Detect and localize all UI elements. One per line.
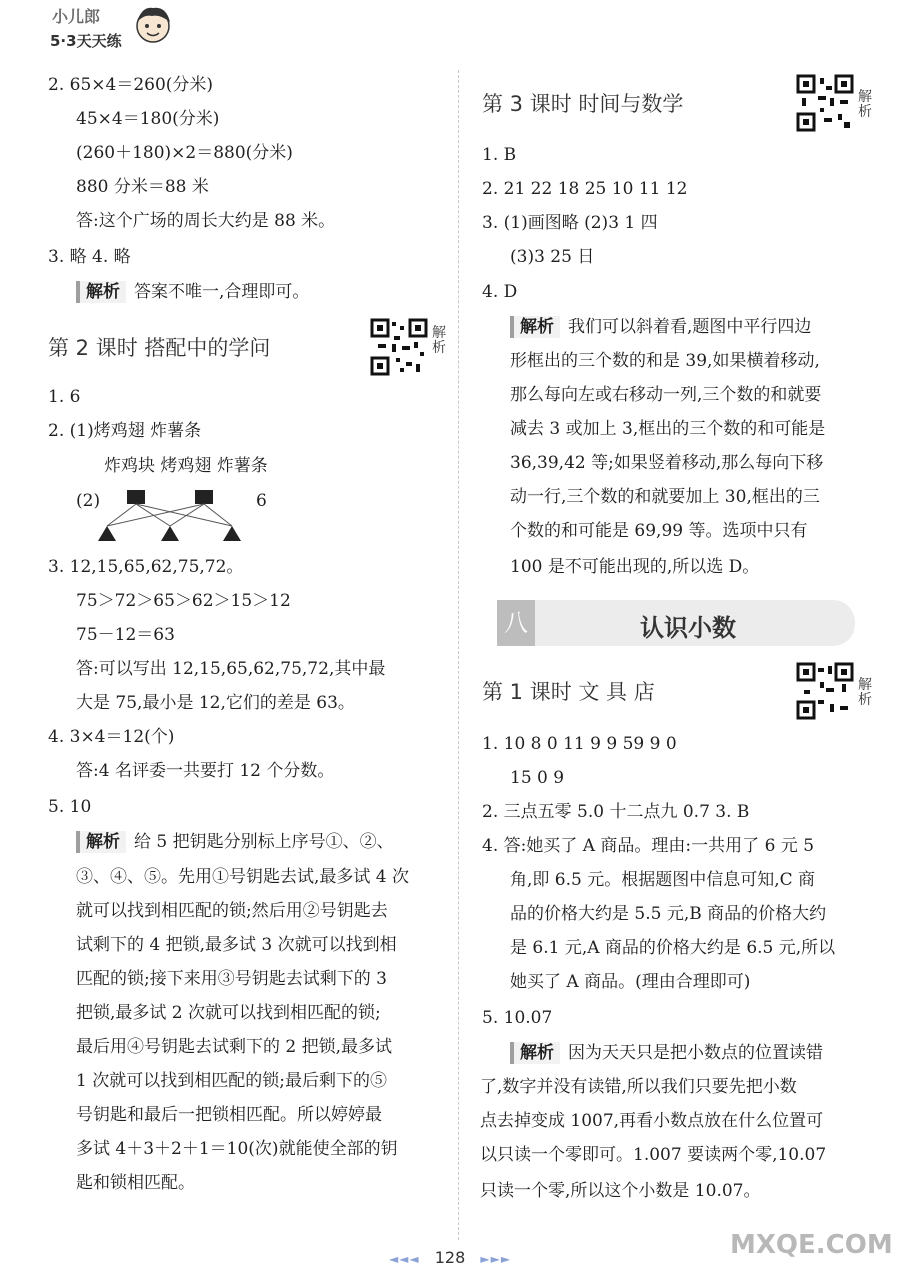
next-arrows-icon: ►►► [480,1252,512,1266]
l2-q3-line-4: 答:可以写出 12,15,65,62,75,72,其中最 [76,659,386,679]
l2-q3-line-3: 75－12＝63 [76,625,175,645]
analysis-text: 答案不唯一,合理即可。 [134,282,310,302]
analysis-line: 点去掉变成 1007,再看小数点放在什么位置可 [480,1111,824,1131]
l1-q4-line-1: 4. 答:她买了 A 商品。理由:一共用了 6 元 5 [482,836,815,856]
analysis-line: 把锁,最多试 2 次就可以找到相匹配的锁; [76,1003,381,1023]
analysis-line: 动一行,三个数的和就要加上 30,框出的三 [510,487,820,507]
q2-line-4: 880 分米＝88 米 [76,177,209,197]
analysis-block-4-line-1 [510,1042,823,1064]
l3-q3-b: (3)3 25 日 [510,247,595,267]
boy-mascot-icon [130,2,176,50]
analysis-line: 最后用④号钥匙去试剩下的 2 把锁,最多试 [76,1037,393,1057]
l2-q2-a: 2. (1)烤鸡翅 炸薯条 [48,421,202,441]
l2-q1: 1. 6 [48,387,81,407]
analysis-line: 个数的和可能是 69,99 等。选项中只有 [510,521,808,541]
analysis-line: ③、④、⑤。先用①号钥匙去试,最多试 4 次 [76,867,410,887]
page-number: 128 [434,1248,466,1267]
analysis-line: 匹配的锁;接下来用③号钥匙去试剩下的 3 [76,969,387,989]
analysis-line: 匙和锁相匹配。 [76,1173,195,1193]
l2-q5: 5. 10 [48,797,92,817]
qr-code-icon[interactable] [796,74,854,132]
logo-subtitle: 5·3天天练 [50,32,122,50]
analysis-tag: 解析 [76,831,126,853]
analysis-text: 我们可以斜着看,题图中平行四边 [568,317,812,337]
analysis-block-2-line-1 [76,831,394,853]
matching-diagram [95,486,255,544]
l3-q4: 4. D [482,282,518,302]
analysis-tag: 解析 [510,1042,560,1064]
analysis-line: 了,数字并没有读错,所以我们只要先把小数 [480,1077,797,1097]
l2-q2-c-value: 6 [256,491,267,511]
watermark-text: MXQE.COM [730,1230,893,1260]
analysis-line: 形框出的三个数的和是 39,如果横着移动, [510,351,820,371]
l1-q4-line-5: 她买了 A 商品。(理由合理即可) [510,972,751,992]
analysis-line: 减去 3 或加上 3,框出的三个数的和可能是 [510,419,826,439]
l1-q1-b: 15 0 9 [510,768,565,788]
analysis-line: 36,39,42 等;如果竖着移动,那么每向下移 [510,453,824,473]
analysis-text: 因为天天只是把小数点的位置读错 [568,1043,823,1063]
analysis-line: 100 是不可能出现的,所以选 D。 [510,557,760,577]
l2-q4-line-1: 4. 3×4＝12(个) [48,727,175,747]
analysis-tag: 解析 [510,316,560,338]
l1-q5: 5. 10.07 [482,1008,553,1028]
l3-q2: 2. 21 22 18 25 10 11 12 [482,179,688,199]
analysis-line: 号钥匙和最后一把锁相匹配。所以婷婷最 [76,1105,382,1125]
analysis-line: 试剩下的 4 把锁,最多试 3 次就可以找到相 [76,935,397,955]
lesson-2-heading: 第 2 课时 搭配中的学问 [48,336,271,360]
analysis-block-3-line-1 [510,316,811,338]
lesson-3-heading: 第 3 课时 时间与数学 [482,92,684,116]
l1-q4-line-4: 是 6.1 元,A 商品的价格大约是 6.5 元,所以 [510,938,836,958]
qr-code-icon[interactable] [370,318,428,376]
analysis-text: 给 5 把钥匙分别标上序号①、②、 [134,832,394,852]
analysis-line: 那么每向左或右移动一列,三个数的和就要 [510,385,822,405]
l2-q2-b: 炸鸡块 烤鸡翅 炸薯条 [104,456,268,476]
lesson-1-heading: 第 1 课时 文 具 店 [482,680,655,704]
q2-line-3: (260＋180)×2＝880(分米) [76,143,293,163]
q3-q4: 3. 略 4. 略 [48,247,131,267]
l1-q4-line-3: 品的价格大约是 5.5 元,B 商品的价格大约 [510,904,827,924]
l2-q4-line-2: 答:4 名评委一共要打 12 个分数。 [76,761,335,781]
l1-q2-q3: 2. 三点五零 5.0 十二点九 0.7 3. B [482,802,750,822]
l3-q1: 1. B [482,145,517,165]
page-footer [0,1248,900,1267]
qr-analysis-label: 解析 [432,325,446,356]
analysis-line: 1 次就可以找到相匹配的锁;最后剩下的⑤ [76,1071,387,1091]
l2-q3-line-1: 3. 12,15,65,62,75,72。 [48,557,244,577]
l3-q3-a: 3. (1)画图略 (2)3 1 四 [482,213,658,233]
qr-analysis-label: 解析 [858,677,872,708]
analysis-line: 以只读一个零即可。1.007 要读两个零,10.07 [480,1145,827,1165]
unit-number: 八 [497,600,535,646]
analysis-line: 只读一个零,所以这个小数是 10.07。 [480,1181,761,1201]
unit-title: 认识小数 [640,614,736,642]
column-divider [458,70,459,1240]
analysis-tag: 解析 [76,281,126,303]
qr-code-icon[interactable] [796,662,854,720]
analysis-line: 就可以找到相匹配的锁;然后用②号钥匙去 [76,901,388,921]
l2-q3-line-5: 大是 75,最小是 12,它们的差是 63。 [76,693,355,713]
l1-q4-line-2: 角,即 6.5 元。根据题图中信息可知,C 商 [510,870,816,890]
l1-q1-a: 1. 10 8 0 11 9 9 59 9 0 [482,734,677,754]
logo-title: 小儿郎 [52,7,101,26]
analysis-block-1 [76,281,309,303]
prev-arrows-icon: ◄◄◄ [388,1252,420,1266]
q2-line-1: 2. 65×4＝260(分米) [48,75,214,95]
l2-q3-line-2: 75＞72＞65＞62＞15＞12 [76,591,291,611]
q2-line-5: 答:这个广场的周长大约是 88 米。 [76,211,336,231]
q2-line-2: 45×4＝180(分米) [76,109,220,129]
qr-analysis-label: 解析 [858,89,872,120]
l2-q2-c-label: (2) [76,491,101,511]
analysis-line: 多试 4＋3＋2＋1＝10(次)就能使全部的钥 [76,1139,398,1159]
